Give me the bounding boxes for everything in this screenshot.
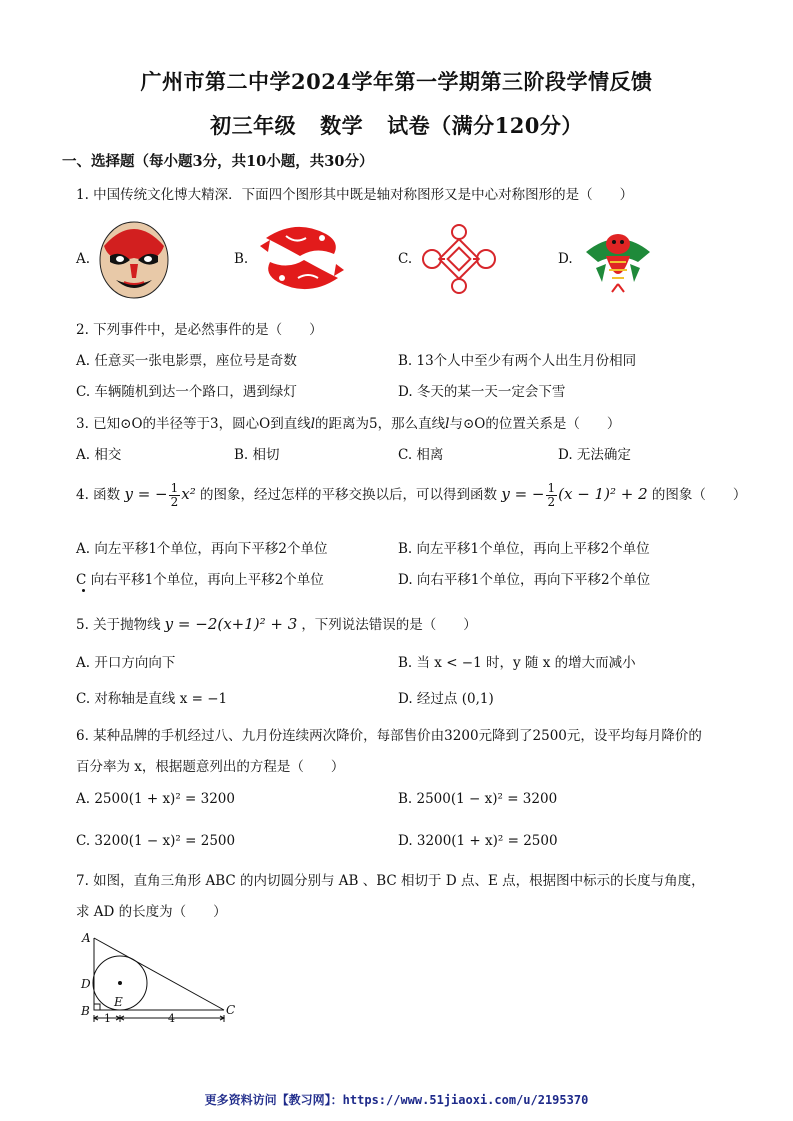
length-be-label: 1 (104, 1012, 111, 1025)
q3-stem-part-a: 3. 已知⊙O的半径等于3，圆心O到直线 (76, 416, 311, 432)
q3-option-d: D. 无法确定 (558, 447, 631, 463)
q5-option-d: D. 经过点 (0,1) (398, 691, 494, 707)
q6-stem-line1: 6. 某种品牌的手机经过八、九月份连续两次降价，每部售价由3200元降到了2500元，设平均每月降价的 (76, 728, 702, 744)
q4-option-c: C 向右平移1个单位，再向上平移2个单位 (76, 572, 324, 588)
q7-stem-line1: 7. 如图，直角三角形 ABC 的内切圆分别与 AB 、BC 相切于 D 点、E 点，根据图中标示的长度与角度， (76, 873, 705, 889)
q3-line-l: l (310, 416, 316, 432)
q1-option-d-label: D. (558, 251, 573, 267)
point-d-label: D (81, 977, 91, 991)
exam-subtitle (0, 110, 793, 140)
q4-option-d: D. 向右平移1个单位，再向下平移2个单位 (398, 572, 651, 588)
q2-option-a: A. 任意买一张电影票，座位号是奇数 (76, 353, 297, 369)
q5-stem-part-a: 5. 关于抛物线 (76, 617, 161, 633)
q4-option-a: A. 向左平移1个单位，再向下平移2个单位 (76, 541, 328, 557)
q1-option-a-label: A. (76, 251, 91, 267)
fraction-one-half: $\frac{1}{2}$ (170, 481, 179, 509)
q2-option-d: D. 冬天的某一天一定会下雪 (398, 384, 566, 400)
kite-image (582, 222, 654, 294)
paper-label: 试卷（满分120分） (387, 113, 583, 138)
vertex-c-label: C (226, 1003, 236, 1017)
grade-label: 初三年级 (210, 113, 297, 138)
stray-dot (82, 589, 85, 592)
opera-mask-image (96, 216, 172, 300)
q6-option-a: A. 2500(1 + x)² = 3200 (76, 791, 235, 807)
footer-link[interactable]: 更多资料访问【教习网】：https://www.51jiaoxi.com/u/2195370 (204, 1093, 589, 1107)
q3-stem-part-e: 与⊙O的位置关系是（ ） (449, 416, 621, 432)
q4-stem-part-b: 的图象，经过怎样的平移交换以后，可以得到函数 (200, 487, 498, 503)
q1-option-c-label: C. (398, 251, 413, 267)
q6-option-b: B. 2500(1 − x)² = 3200 (398, 791, 558, 807)
point-e-label: E (114, 995, 123, 1009)
q5-option-b: B. 当 x < −1 时，y 随 x 的增大而减小 (398, 655, 636, 671)
q5-stem-part-b: ，下列说法错误的是（ ） (301, 617, 477, 633)
q1-stem: 1. 中国传统文化博大精深．下面四个图形其中既是轴对称图形又是中心对称图形的是（ ） (76, 187, 634, 203)
q3-stem-part-c: 的距离为5，那么直线 (315, 416, 446, 432)
q5-option-c: C. 对称轴是直线 x = −1 (76, 691, 228, 707)
q6-stem-line2: 百分率为 x，根据题意列出的方程是（ ） (76, 759, 345, 775)
q3-line-l-2: l (445, 416, 450, 432)
q5-stem (76, 613, 477, 633)
length-ec-label: 4 (168, 1012, 175, 1025)
q6-option-d: D. 3200(1 + x)² = 2500 (398, 833, 558, 849)
paper-cut-fish-image (256, 216, 348, 300)
q4-stem-part-c: 的图象（ ） (651, 487, 747, 503)
right-triangle-incircle-figure (76, 928, 246, 1026)
q5-parabola-expression: y = −2(x+1)² + 3 (164, 615, 298, 633)
q4-option-b: B. 向左平移1个单位，再向上平移2个单位 (398, 541, 650, 557)
subject-label: 数学 (320, 113, 364, 138)
q7-stem-line2: 求 AD 的长度为（ ） (76, 904, 227, 920)
q3-option-c: C. 相离 (398, 447, 444, 463)
fraction-one-half-2: $\frac{1}{2}$ (547, 481, 556, 509)
q1-option-b-label: B. (234, 251, 249, 267)
q4-stem-part-a: 4. 函数 (76, 487, 121, 503)
exam-title: 广州市第二中学2024学年第一学期第三阶段学情反馈 (140, 69, 653, 94)
q3-option-a: A. 相交 (76, 447, 122, 463)
q3-option-b: B. 相切 (234, 447, 280, 463)
vertex-a-label: A (82, 931, 91, 945)
q5-option-a: A. 开口方向向下 (76, 655, 176, 671)
q4-stem: 4. 函数 y = − $\frac{1}{2}$ x² 的图象，经过怎样的平移交换以后，可以得到函数 y = − $\frac{1}{2}$ (x − 1)² + 2 的图象（ ） (76, 481, 747, 509)
vertex-b-label: B (81, 1004, 90, 1018)
chinese-knot-image (418, 224, 500, 294)
q6-option-c: C. 3200(1 − x)² = 2500 (76, 833, 236, 849)
q2-stem: 2. 下列事件中，是必然事件的是（ ） (76, 322, 323, 338)
section-heading: 一、选择题（每小题3分，共10小题，共30分） (62, 153, 374, 170)
q3-stem (76, 412, 620, 432)
q2-option-b: B. 13个人中至少有两个人出生月份相同 (398, 353, 637, 369)
q2-option-c: C. 车辆随机到达一个路口，遇到绿灯 (76, 384, 297, 400)
